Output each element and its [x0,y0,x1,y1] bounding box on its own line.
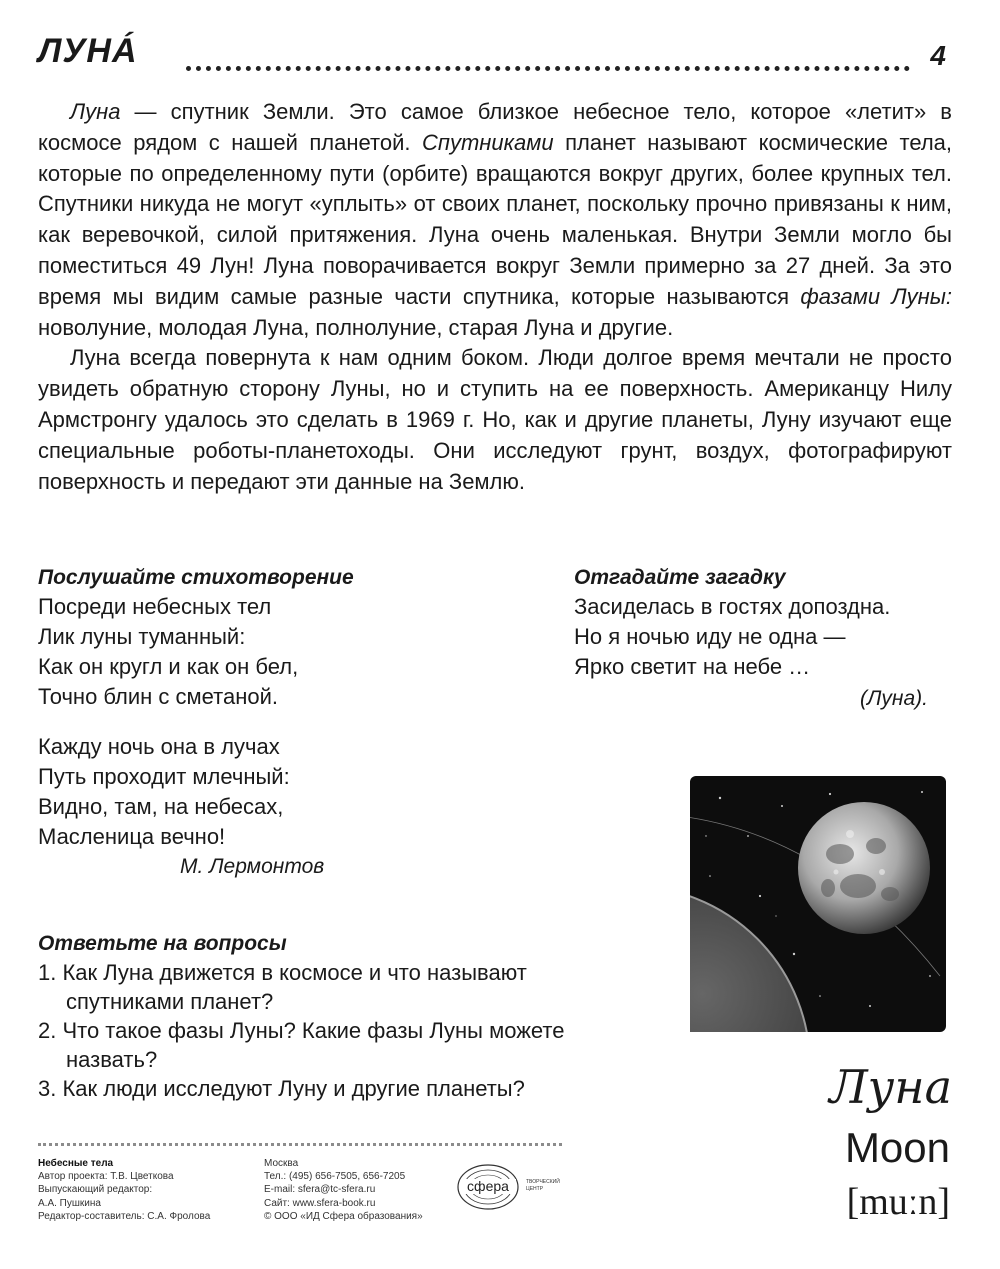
poem-line: Путь проходит млечный: [38,764,290,789]
poem-line: Видно, там, на небесах, [38,794,284,819]
footer-line: Сайт: www.sfera-book.ru [264,1197,376,1209]
footer-line: E-mail: sfera@tc-sfera.ru [264,1184,376,1196]
riddle-line: Засиделась в гостях допоздна. [574,594,891,619]
footer-contacts [264,1157,464,1223]
publisher-logo [456,1162,596,1212]
logo-text: сфера [467,1178,509,1194]
footer-series-title: Небесные тела [38,1158,114,1169]
poem-line: Кажду ночь она в лучах [38,734,280,759]
intro-emphasis: фазами Луны: [800,283,952,309]
footer-line: Тел.: (495) 656-7505, 656-7205 [264,1171,406,1183]
word-cursive: Луна [829,1060,952,1114]
page-number: 4 [930,40,946,71]
poem-line: Лик луны туманный: [38,624,246,649]
intro-text [38,97,952,497]
poem-line: Посреди небесных тел [38,594,272,619]
footer-credits [38,1157,268,1223]
page-header [38,32,950,82]
intro-run: планет называют космические тела, которые по определенному пути (орбите) вращаются вокруг других, более крупных тел. Спутники никуда не могут «уплыть» от своих планет, поскольку прочно привязаны к ним, как веревочкой, силой притяжения. Луна очень маленькая. Внутри Земли могло бы поместиться 49 Лун! Луна поворачивается вокруг Земли примерно за 27 дней. За это время мы видим самые разные части спутника, которые называются [38,129,953,309]
logo-subtext: ЦЕНТР [526,1186,544,1192]
logo-subtext: ТВОРЧЕСКИЙ [526,1179,560,1185]
question-item: 3. Как люди исследуют Луну и другие планеты? [38,1076,525,1101]
footer-line: Автор проекта: Т.В. Цветкова [38,1171,174,1183]
question-item: 1. Как Луна движется в космосе и что называют спутниками планет? [38,960,527,1014]
riddle-section [574,566,954,716]
footer-divider [38,1143,562,1146]
intro-paragraph-1 [38,97,952,343]
title-leader-dots [186,66,910,71]
intro-run: — спутник Земли. Это самое близкое небесное тело, которое «летит» в космосе рядом с нашей планетой. [38,99,952,155]
poem-line: Как он кругл и как он бел, [38,654,299,679]
intro-paragraph-2: Луна всегда повернута к нам одним боком. Люди долгое время мечтали не просто увидеть обратную сторону Луны, но и ступить на ее поверхность. Американцу Нилу Армстронгу удалось это сделать в 1969 г. Но, как и другие планеты, Луну изучают еще специальные роботы-планетоходы. Они исследуют грунт, воздух, фотографируют поверхность и передают эти данные на Землю. [38,345,952,494]
riddle-line: Но я ночью иду не одна — [574,624,846,649]
poem-stanza-2 [38,732,498,852]
page-title: ЛУНÁ [38,32,138,70]
footer-line: Выпускающий редактор: [38,1184,153,1196]
footer-line: А.А. Пушкина [38,1197,101,1209]
intro-emphasis: Спутниками [421,129,554,155]
poem-line: Масленица вечно! [38,824,226,849]
riddle-answer: (Луна). [860,687,928,710]
riddle-line: Ярко светит на небе … [574,654,811,679]
footer-line: Москва [264,1158,299,1169]
riddle-heading: Отгадайте загадку [574,566,786,589]
poem-line: Точно блин с сметаной. [38,684,279,709]
intro-run: новолуние, молодая Луна, полнолуние, старая Луна и другие. [38,314,674,340]
word-transcription: [muːn] [846,1181,950,1223]
poem-heading: Послушайте стихотворение [38,566,354,589]
questions-heading: Ответьте на вопросы [38,932,287,955]
word-english: Moon [844,1124,950,1171]
footer-line: © ООО «ИД Сфера образования» [264,1210,423,1222]
intro-emphasis: Луна [70,99,121,124]
footer-line: Редактор-составитель: С.А. Фролова [38,1210,211,1222]
poem-stanza-1 [38,592,498,712]
question-item: 2. Что такое фазы Луны? Какие фазы Луны можете назвать? [38,1018,565,1072]
poem-section [38,566,498,882]
moon-photo [690,776,946,1032]
questions-section [38,932,598,1103]
poem-author: М. Лермонтов [180,855,325,878]
